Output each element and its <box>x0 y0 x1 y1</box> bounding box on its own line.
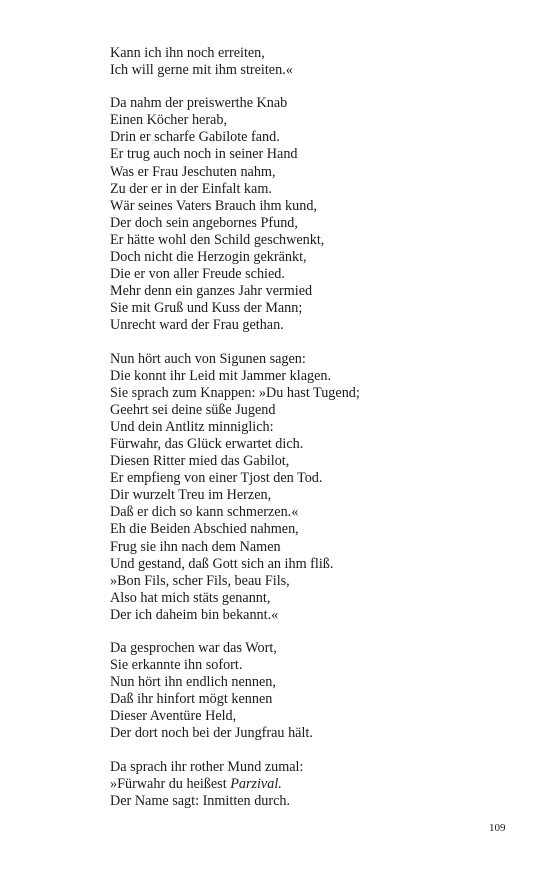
verse-line: Kann ich ihn noch erreiten, <box>110 45 265 61</box>
verse-line: Doch nicht die Herzogin gekränkt, <box>110 249 307 266</box>
verse-line: Er hätte wohl den Schild geschwenkt, <box>110 231 325 248</box>
verse-line: Sie sprach zum Knappen: »Du hast Tugend; <box>110 384 360 401</box>
verse-line: Sie mit Gruß und Kuss der Mann; <box>110 300 303 317</box>
verse-line: Also hat mich stäts genannt, <box>110 589 271 606</box>
italic-name: Parzival. <box>230 775 282 792</box>
verse-line: Einen Köcher herab, <box>110 112 227 129</box>
verse-line: Die er von aller Freude schied. <box>110 266 285 283</box>
verse-line: »Bon Fils, scher Fils, beau Fils, <box>110 572 290 589</box>
verse-line: Daß er dich so kann schmerzen.« <box>110 504 299 521</box>
verse-line: Ich will gerne mit ihm streiten.« <box>110 62 293 79</box>
stanza-3 <box>110 351 510 625</box>
stanza-4 <box>110 640 510 743</box>
page-number: 109 <box>489 822 506 834</box>
verse-line: Nun hört ihn endlich nennen, <box>110 674 276 691</box>
verse-line: Drin er scharfe Gabilote fand. <box>110 129 280 146</box>
verse-line: Und gestand, daß Gott sich an ihm fliß. <box>110 555 334 572</box>
verse-line: Da gesprochen war das Wort, <box>110 640 277 656</box>
verse-line: Der doch sein angebornes Pfund, <box>110 214 298 231</box>
verse-line: Eh die Beiden Abschied nahmen, <box>110 521 299 538</box>
verse-line: Sie erkannte ihn sofort. <box>110 657 243 674</box>
verse-line: Daß ihr hinfort mögt kennen <box>110 691 273 708</box>
stanza-2 <box>110 95 510 334</box>
verse-segment: »Fürwahr du heißest <box>110 775 231 792</box>
poem-text <box>110 45 510 826</box>
verse-line: Er empfieng von einer Tjost den Tod. <box>110 470 323 487</box>
verse-line: Er trug auch noch in seiner Hand <box>110 146 298 163</box>
verse-line: Die konnt ihr Leid mit Jammer klagen. <box>110 367 332 384</box>
verse-line: Nun hört auch von Sigunen sagen: <box>110 350 306 367</box>
verse-line: Was er Frau Jeschuten nahm, <box>110 163 276 180</box>
stanza-5 <box>110 759 510 810</box>
verse-line: Dir wurzelt Treu im Herzen, <box>110 487 272 504</box>
verse-line: Fürwahr, das Glück erwartet dich. <box>110 435 304 452</box>
verse-line: Unrecht ward der Frau gethan. <box>110 317 284 334</box>
verse-line: Dieser Aventüre Held, <box>110 708 237 725</box>
verse-line: Der ich daheim bin bekannt.« <box>110 606 279 623</box>
verse-line: Geehrt sei deine süße Jugend <box>110 401 276 418</box>
verse-line: Und dein Antlitz minniglich: <box>110 418 274 435</box>
verse-line-mixed <box>110 776 510 793</box>
verse-line: Der Name sagt: Inmitten durch. <box>110 792 291 809</box>
verse-line: Der dort noch bei der Jungfrau hält. <box>110 725 313 742</box>
verse-line: Da nahm der preiswerthe Knab <box>110 95 288 112</box>
stanza-1 <box>110 45 510 79</box>
verse-line: Da sprach ihr rother Mund zumal: <box>110 758 304 775</box>
verse-line: Zu der er in der Einfalt kam. <box>110 180 272 197</box>
verse-line: Diesen Ritter mied das Gabilot, <box>110 453 290 470</box>
verse-line: Mehr denn ein ganzes Jahr vermied <box>110 283 313 300</box>
verse-line: Frug sie ihn nach dem Namen <box>110 538 281 555</box>
verse-line: Wär seines Vaters Brauch ihm kund, <box>110 197 317 214</box>
